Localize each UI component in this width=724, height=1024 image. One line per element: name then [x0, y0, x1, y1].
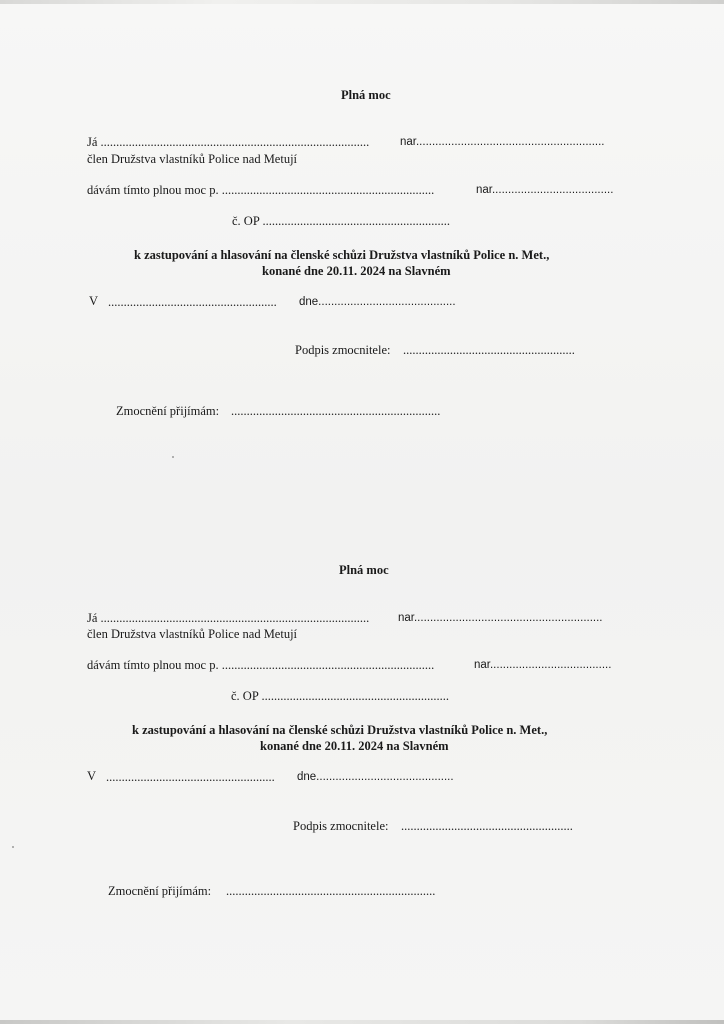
page-bottom-edge	[0, 1020, 724, 1024]
principal-birth-field[interactable]: nar...........................................................	[400, 136, 605, 148]
member-line: člen Družstva vlastníků Police nad Metují	[87, 627, 298, 641]
date-field[interactable]: dne...........................................	[297, 771, 454, 783]
page-top-edge	[0, 0, 724, 4]
scan-speck	[12, 846, 14, 848]
acceptance-field[interactable]: ...................................................................	[231, 404, 441, 418]
purpose-line-2: konané dne 20.11. 2024 na Slavném	[262, 264, 451, 278]
acceptance-label: Zmocnění přijímám:	[116, 404, 220, 418]
id-card-field[interactable]: č. OP ............................................................	[231, 689, 449, 703]
form-title: Plná moc	[339, 563, 389, 577]
place-label: V	[87, 769, 97, 783]
purpose-line-1: k zastupování a hlasování na členské schůzi Družstva vlastníků Police n. Met.,	[132, 723, 548, 737]
signature-label: Podpis zmocnitele:	[295, 343, 391, 357]
date-field[interactable]: dne...........................................	[299, 296, 456, 308]
purpose-line-1: k zastupování a hlasování na členské schůzi Družstva vlastníků Police n. Met.,	[134, 248, 550, 262]
scan-speck	[172, 456, 174, 458]
attorney-name-field[interactable]: dávám tímto plnou moc p. ....................................................................	[87, 183, 435, 197]
signature-field[interactable]: .......................................................	[403, 343, 575, 357]
form-title: Plná moc	[341, 88, 391, 102]
member-line: člen Družstva vlastníků Police nad Metují	[87, 152, 298, 166]
signature-label: Podpis zmocnitele:	[293, 819, 389, 833]
attorney-birth-field[interactable]: nar......................................	[476, 184, 614, 196]
place-label: V	[89, 294, 99, 308]
principal-birth-field[interactable]: nar...........................................................	[398, 612, 603, 624]
principal-name-field[interactable]: Já ......................................................................................	[87, 611, 370, 625]
acceptance-field[interactable]: ...................................................................	[226, 884, 436, 898]
place-field[interactable]: ......................................................	[108, 295, 277, 309]
place-field[interactable]: ......................................................	[106, 770, 275, 784]
attorney-birth-field[interactable]: nar......................................	[474, 659, 612, 671]
id-card-field[interactable]: č. OP ............................................................	[232, 214, 450, 228]
attorney-name-field[interactable]: dávám tímto plnou moc p. ....................................................................	[87, 658, 435, 672]
purpose-line-2: konané dne 20.11. 2024 na Slavném	[260, 739, 449, 753]
principal-name-field[interactable]: Já ......................................................................................	[87, 135, 370, 149]
signature-field[interactable]: .......................................................	[401, 819, 573, 833]
acceptance-label: Zmocnění přijímám:	[108, 884, 212, 898]
